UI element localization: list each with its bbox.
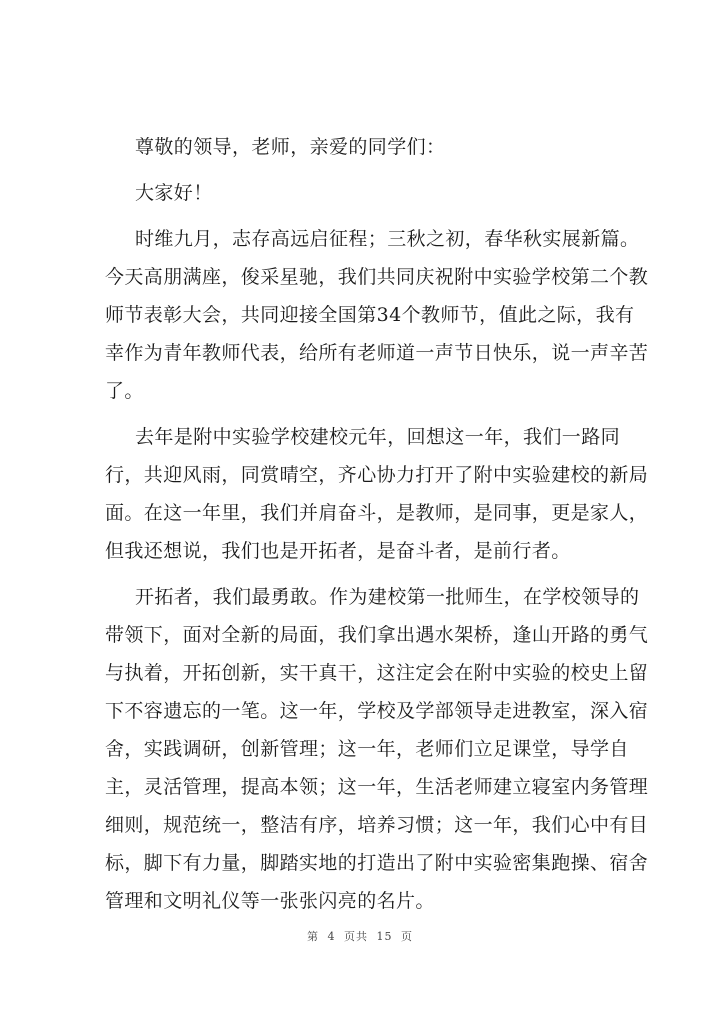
- text-line: 大家好！: [135, 182, 213, 204]
- text-line: 去年是附中实验学校建校元年，回想这一年，我们一路同: [135, 426, 621, 448]
- text-line: 舍，实践调研，创新管理；这一年，老师们立足课堂，导学自: [105, 738, 629, 760]
- footer-middle: 页共: [344, 930, 368, 943]
- text-line: 细则，规范统一，整洁有序，培养习惯；这一年，我们心中有目: [105, 814, 649, 836]
- paragraph-pioneers: [105, 578, 650, 920]
- text-line: 面。在这一年里，我们并肩奋斗，是教师，是同事，更是家人，: [105, 502, 649, 524]
- paragraph-first-year: [105, 418, 650, 570]
- text-line: 下不容遗忘的一笔。这一年，学校及学部领导走进教室，深入宿: [105, 700, 649, 722]
- footer-total-pages: 15: [376, 930, 393, 943]
- footer-page-number: 4: [327, 930, 336, 943]
- footer-suffix: 页: [401, 930, 413, 943]
- text-line: 今天高朋满座，俊采星驰，我们共同庆祝附中实验学校第二个教: [105, 266, 649, 288]
- text-line: 标，脚下有力量，脚踏实地的打造出了附中实验密集跑操、宿舍: [105, 852, 649, 874]
- text-line: 尊敬的领导，老师，亲爱的同学们：: [135, 136, 446, 158]
- paragraph-salutation: [105, 128, 650, 166]
- text-line: 行，共迎风雨，同赏晴空，齐心协力打开了附中实验建校的新局: [105, 464, 649, 486]
- text-line: 了。: [105, 380, 144, 402]
- text-line: 主，灵活管理，提高本领；这一年，生活老师建立寝室内务管理: [105, 776, 649, 798]
- document-body: [105, 128, 650, 920]
- text-line: 幸作为青年教师代表，给所有老师道一声节日快乐，说一声辛苦: [105, 342, 649, 364]
- text-line: 但我还想说，我们也是开拓者，是奋斗者，是前行者。: [105, 540, 571, 562]
- page-footer: [0, 928, 720, 944]
- text-line: 管理和文明礼仪等一张张闪亮的名片。: [105, 890, 435, 912]
- text-line: 师节表彰大会，共同迎接全国第34个教师节，值此之际，我有: [105, 304, 635, 326]
- text-line: 带领下，面对全新的局面，我们拿出遇水架桥，逢山开路的勇气: [105, 624, 649, 646]
- text-line: 与执着，开拓创新，实干真干，这注定会在附中实验的校史上留: [105, 662, 649, 684]
- paragraph-opening: [105, 220, 650, 410]
- paragraph-greeting: [105, 174, 650, 212]
- text-line: 时维九月，志存高远启征程；三秋之初，春华秋实展新篇。: [135, 228, 640, 250]
- text-line: 开拓者，我们最勇敢。作为建校第一批师生，在学校领导的: [135, 586, 640, 608]
- footer-prefix: 第: [307, 930, 319, 943]
